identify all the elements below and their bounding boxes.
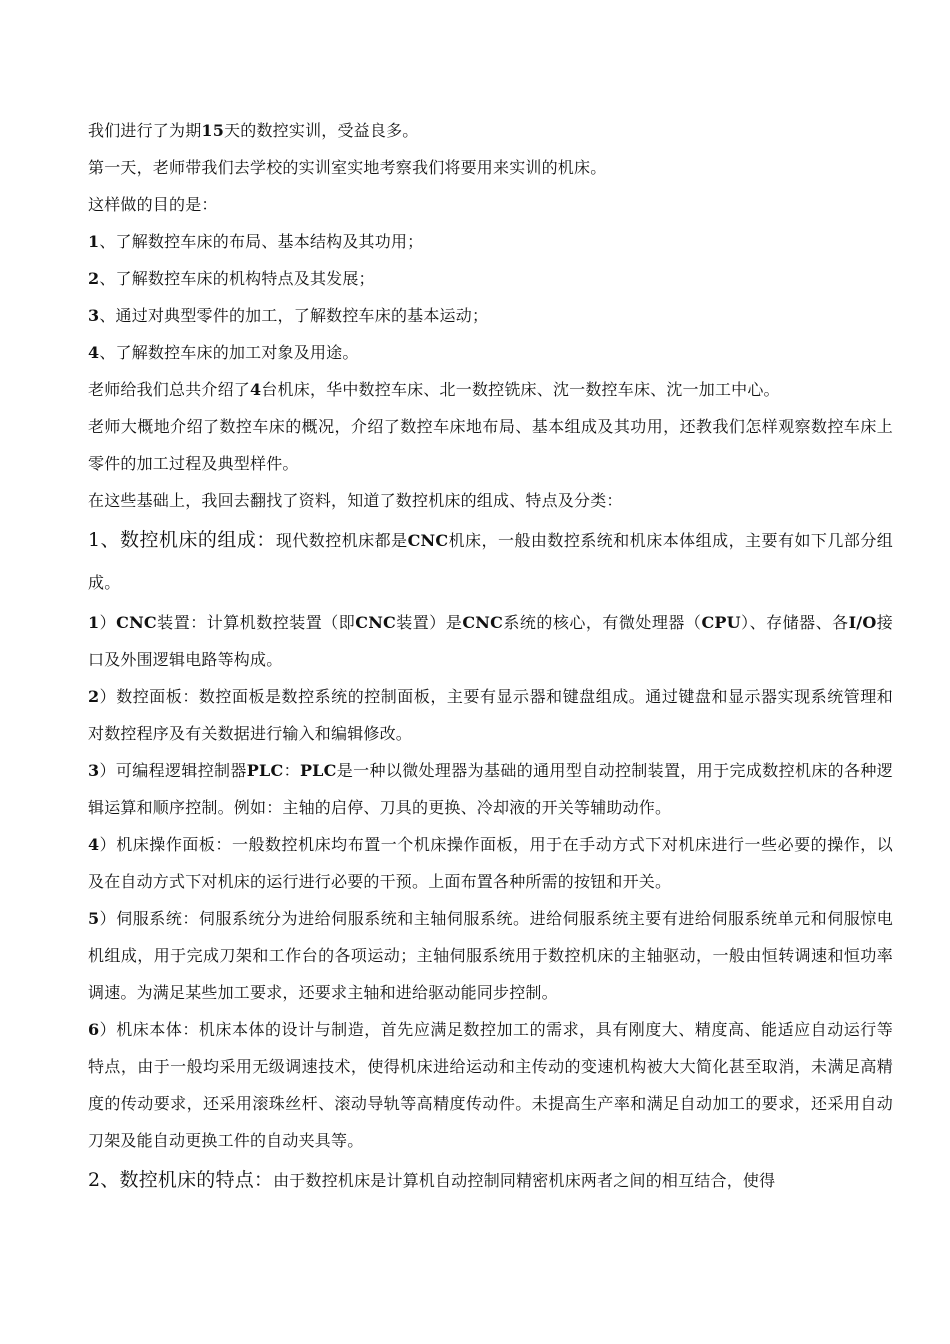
text: ）可编程逻辑控制器 — [99, 761, 247, 780]
section-2-paragraph — [88, 1159, 893, 1202]
text: 系统的核心，有微处理器（ — [503, 613, 702, 632]
component-item-1 — [88, 604, 893, 678]
goal-number: 3 — [88, 306, 100, 325]
text: PLC — [246, 761, 284, 780]
component-item-5 — [88, 900, 893, 1011]
text: CPU — [701, 613, 741, 632]
intro-line-10: 在这些基础上，我回去翻找了资料，知道了数控机床的组成、特点及分类： — [88, 491, 623, 510]
text: CNC — [116, 613, 157, 632]
text: PLC — [299, 761, 337, 780]
intro-line-2: 第一天，老师带我们去学校的实训室实地考察我们将要用来实训的机床。 — [88, 158, 607, 177]
section-2-heading: 2、数控机床的特点： — [88, 1169, 274, 1191]
section-1-heading: 1、数控机床的组成： — [88, 529, 276, 551]
text: 是一种以微处理器为基础的通用型自动控制装置，用于完成数控机床的各种逻辑运算和顺序控制。例如：主轴的启停、刀具的更换、冷却液的开关等辅助动作。 — [88, 761, 893, 817]
duration-number: 15 — [201, 121, 225, 140]
goal-item-2 — [88, 260, 893, 297]
text: 台机床，华中数控车床、北一数控铣床、沈一数控车床、沈一加工中心。 — [261, 380, 780, 399]
intro-line-3: 这样做的目的是： — [88, 195, 218, 214]
text: 老师给我们总共介绍了 — [88, 380, 251, 399]
item-number: 5 — [88, 909, 100, 928]
item-number: 1 — [88, 613, 100, 632]
goal-number: 1 — [88, 232, 100, 251]
goal-text: 、了解数控车床的加工对象及用途。 — [99, 343, 359, 362]
item-text: ）机床本体：机床本体的设计与制造，首先应满足数控加工的需求，具有刚度大、精度高、能适应自动运行等特点，由于一般均采用无级调速技术，使得机床进给运动和主传动的变速机构被大大简化甚至取消，未满足高精度的传动要求，还采用滚珠丝杆、滚动导轨等高精度传动件。未提高生产率和满足自动加工的要求，还采用自动刀架及能自动更换工件的自动夹具等。 — [88, 1020, 893, 1150]
text: ） — [99, 613, 117, 632]
text: CNC — [462, 613, 504, 632]
goal-text: 、通过对典型零件的加工，了解数控车床的基本运动； — [99, 306, 489, 325]
text: 装置）是 — [395, 613, 463, 632]
text: ）、存储器、各 — [740, 613, 849, 632]
text: 天的数控实训，受益良多。 — [224, 121, 419, 140]
text: 机床，一般由数控系统和机床本体组成，主要有如下几部分组成。 — [88, 531, 894, 592]
goal-item-3 — [88, 297, 893, 334]
component-item-4 — [88, 826, 893, 900]
text: 现代数控机床都是 — [275, 531, 408, 550]
item-number: 2 — [88, 687, 100, 706]
item-text: ）机床操作面板：一般数控机床均布置一个机床操作面板，用于在手动方式下对机床进行一些必要的操作，以及在自动方式下对机床的运行进行必要的干预。上面布置各种所需的按钮和开关。 — [88, 835, 893, 891]
text: 我们进行了为期 — [88, 121, 202, 140]
text: I/O — [848, 613, 877, 632]
item-number: 4 — [88, 835, 100, 854]
goal-item-4 — [88, 334, 893, 371]
goal-number: 2 — [88, 269, 100, 288]
component-item-3 — [88, 752, 893, 826]
item-text: ）伺服系统：伺服系统分为进给伺服系统和主轴伺服系统。进给伺服系统主要有进给伺服系统单元和伺服惊电机组成，用于完成刀架和工作台的各项运动；主轴伺服系统用于数控机床的主轴驱动，一般由恒转调速和恒功率调速。为满足某些加工要求，还要求主轴和进给驱动能同步控制。 — [88, 909, 893, 1002]
goal-text: 、了解数控车床的布局、基本结构及其功用； — [99, 232, 424, 251]
item-number: 3 — [88, 761, 100, 780]
text: CNC — [355, 613, 396, 632]
document-page — [88, 112, 893, 1202]
component-item-2 — [88, 678, 893, 752]
goal-text: 、了解数控车床的机构特点及其发展； — [99, 269, 375, 288]
component-item-6 — [88, 1011, 893, 1159]
item-number: 6 — [88, 1020, 100, 1039]
text: ： — [283, 761, 300, 780]
text: 装置：计算机数控装置（即 — [156, 613, 356, 632]
item-text: ）数控面板：数控面板是数控系统的控制面板，主要有显示器和键盘组成。通过键盘和显示器实现系统管理和对数控程序及有关数据进行输入和编辑修改。 — [88, 687, 893, 743]
goal-item-1 — [88, 223, 893, 260]
goal-number: 4 — [88, 343, 100, 362]
intro-line-1 — [88, 112, 893, 149]
intro-paragraph-9: 老师大概地介绍了数控车床的概况，介绍了数控车床地布局、基本组成及其功用，还教我们怎样观察数控车床上零件的加工过程及典型样件。 — [88, 417, 893, 473]
text: CNC — [407, 531, 449, 550]
intro-line-8 — [88, 371, 893, 408]
text: 接口及外围逻辑电路等构成。 — [88, 613, 894, 669]
section-1-paragraph — [88, 519, 893, 604]
machine-count: 4 — [250, 380, 262, 399]
text: 由于数控机床是计算机自动控制同精密机床两者之间的相互结合，使得 — [273, 1171, 776, 1190]
